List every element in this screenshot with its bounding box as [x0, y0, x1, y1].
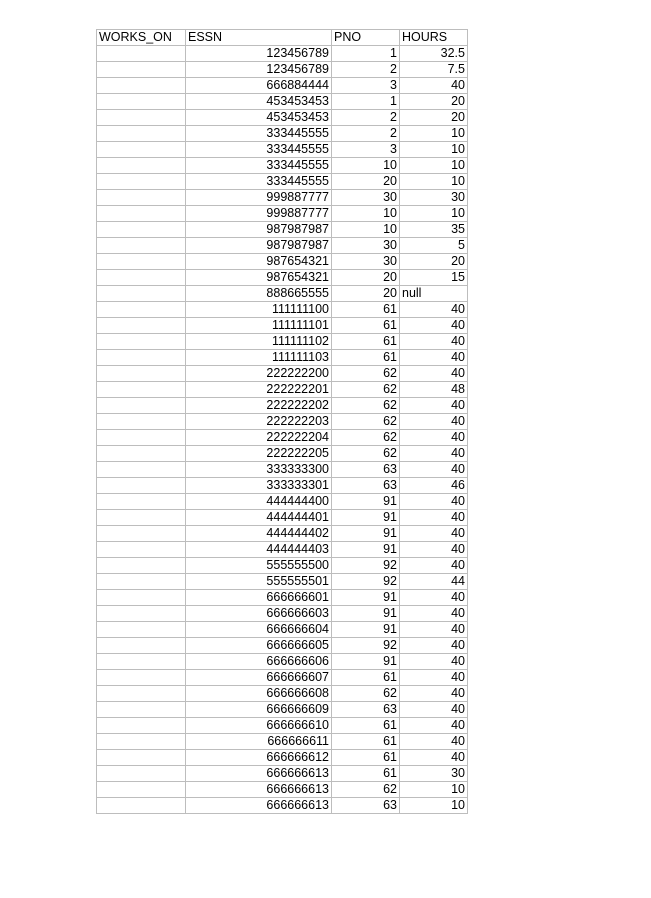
table-row	[97, 558, 468, 574]
cell-hours[interactable]: 40	[400, 638, 468, 654]
cell-hours[interactable]: 35	[400, 222, 468, 238]
cell-hours[interactable]: 40	[400, 670, 468, 686]
cell-works-on[interactable]	[97, 222, 186, 238]
table-row	[97, 350, 468, 366]
cell-essn[interactable]: 333445555	[186, 142, 332, 158]
cell-hours[interactable]: 40	[400, 510, 468, 526]
cell-works-on[interactable]	[97, 206, 186, 222]
cell-hours[interactable]: 46	[400, 478, 468, 494]
cell-works-on[interactable]	[97, 718, 186, 734]
cell-pno[interactable]: 62	[332, 398, 400, 414]
cell-works-on[interactable]	[97, 430, 186, 446]
cell-hours[interactable]: 48	[400, 382, 468, 398]
cell-works-on[interactable]	[97, 366, 186, 382]
cell-pno[interactable]: 91	[332, 542, 400, 558]
table-row	[97, 270, 468, 286]
header-row	[97, 30, 468, 46]
table-row	[97, 654, 468, 670]
table-row	[97, 222, 468, 238]
table-row	[97, 46, 468, 62]
cell-pno[interactable]: 30	[332, 254, 400, 270]
cell-pno[interactable]: 62	[332, 782, 400, 798]
cell-hours[interactable]: 40	[400, 398, 468, 414]
cell-pno[interactable]: 62	[332, 366, 400, 382]
table-row	[97, 542, 468, 558]
cell-essn[interactable]: 222222201	[186, 382, 332, 398]
cell-hours[interactable]: 40	[400, 702, 468, 718]
table-row	[97, 446, 468, 462]
cell-hours[interactable]: 40	[400, 302, 468, 318]
cell-works-on[interactable]	[97, 158, 186, 174]
cell-works-on[interactable]	[97, 318, 186, 334]
cell-pno[interactable]: 1	[332, 46, 400, 62]
table-row	[97, 670, 468, 686]
table-row	[97, 174, 468, 190]
table-row	[97, 206, 468, 222]
table-row	[97, 702, 468, 718]
cell-essn[interactable]: 987654321	[186, 254, 332, 270]
cell-works-on[interactable]	[97, 494, 186, 510]
cell-hours[interactable]: 32.5	[400, 46, 468, 62]
cell-hours[interactable]: 10	[400, 158, 468, 174]
cell-works-on[interactable]	[97, 78, 186, 94]
cell-hours[interactable]: 40	[400, 606, 468, 622]
table-row	[97, 526, 468, 542]
table-row	[97, 190, 468, 206]
cell-pno[interactable]: 91	[332, 494, 400, 510]
cell-works-on[interactable]	[97, 750, 186, 766]
cell-essn[interactable]: 987987987	[186, 222, 332, 238]
cell-pno[interactable]: 10	[332, 158, 400, 174]
cell-essn[interactable]: 444444400	[186, 494, 332, 510]
cell-works-on[interactable]	[97, 734, 186, 750]
cell-hours[interactable]: 30	[400, 766, 468, 782]
table-row	[97, 62, 468, 78]
cell-pno[interactable]: 91	[332, 526, 400, 542]
table-row	[97, 782, 468, 798]
cell-pno[interactable]: 2	[332, 126, 400, 142]
cell-essn[interactable]: 111111103	[186, 350, 332, 366]
cell-pno[interactable]: 91	[332, 510, 400, 526]
cell-pno[interactable]: 61	[332, 734, 400, 750]
table-row	[97, 142, 468, 158]
cell-essn[interactable]: 666666601	[186, 590, 332, 606]
cell-pno[interactable]: 10	[332, 206, 400, 222]
cell-essn[interactable]: 666666607	[186, 670, 332, 686]
cell-pno[interactable]: 91	[332, 622, 400, 638]
table-row	[97, 430, 468, 446]
cell-hours[interactable]: 40	[400, 446, 468, 462]
cell-pno[interactable]: 2	[332, 110, 400, 126]
cell-essn[interactable]: 666666612	[186, 750, 332, 766]
cell-essn[interactable]: 453453453	[186, 94, 332, 110]
cell-pno[interactable]: 63	[332, 798, 400, 814]
table-row	[97, 126, 468, 142]
cell-pno[interactable]: 61	[332, 766, 400, 782]
cell-essn[interactable]: 333333300	[186, 462, 332, 478]
cell-pno[interactable]: 30	[332, 190, 400, 206]
cell-essn[interactable]: 111111101	[186, 318, 332, 334]
cell-hours[interactable]: 40	[400, 542, 468, 558]
cell-essn[interactable]: 666666610	[186, 718, 332, 734]
header-works-on[interactable]: WORKS_ON	[97, 30, 186, 46]
cell-hours[interactable]: 15	[400, 270, 468, 286]
cell-hours[interactable]: 40	[400, 686, 468, 702]
table-row	[97, 286, 468, 302]
cell-works-on[interactable]	[97, 238, 186, 254]
cell-works-on[interactable]	[97, 446, 186, 462]
cell-hours[interactable]: 40	[400, 622, 468, 638]
cell-works-on[interactable]	[97, 670, 186, 686]
cell-hours[interactable]: 20	[400, 110, 468, 126]
cell-works-on[interactable]	[97, 558, 186, 574]
cell-hours[interactable]: 40	[400, 430, 468, 446]
cell-pno[interactable]: 92	[332, 574, 400, 590]
cell-pno[interactable]: 61	[332, 670, 400, 686]
cell-essn[interactable]: 123456789	[186, 62, 332, 78]
table-row	[97, 254, 468, 270]
cell-works-on[interactable]	[97, 542, 186, 558]
cell-works-on[interactable]	[97, 590, 186, 606]
table-row	[97, 750, 468, 766]
table-row	[97, 318, 468, 334]
cell-works-on[interactable]	[97, 462, 186, 478]
cell-works-on[interactable]	[97, 286, 186, 302]
cell-works-on[interactable]	[97, 638, 186, 654]
cell-essn[interactable]: 666666611	[186, 734, 332, 750]
header-pno[interactable]: PNO	[332, 30, 400, 46]
cell-pno[interactable]: 62	[332, 382, 400, 398]
cell-pno[interactable]: 91	[332, 654, 400, 670]
cell-pno[interactable]: 62	[332, 446, 400, 462]
cell-works-on[interactable]	[97, 190, 186, 206]
cell-pno[interactable]: 2	[332, 62, 400, 78]
table-row	[97, 478, 468, 494]
cell-works-on[interactable]	[97, 686, 186, 702]
cell-hours[interactable]: 40	[400, 78, 468, 94]
table-row	[97, 366, 468, 382]
cell-essn[interactable]: 444444403	[186, 542, 332, 558]
cell-hours[interactable]: 40	[400, 718, 468, 734]
cell-works-on[interactable]	[97, 478, 186, 494]
table-row	[97, 766, 468, 782]
cell-essn[interactable]: 123456789	[186, 46, 332, 62]
cell-essn[interactable]: 666666603	[186, 606, 332, 622]
cell-hours[interactable]: 40	[400, 526, 468, 542]
table-row	[97, 94, 468, 110]
cell-essn[interactable]: 444444402	[186, 526, 332, 542]
cell-hours[interactable]: 40	[400, 750, 468, 766]
table-row	[97, 590, 468, 606]
table-row	[97, 110, 468, 126]
cell-pno[interactable]: 62	[332, 686, 400, 702]
cell-essn[interactable]: 555555501	[186, 574, 332, 590]
works-on-table	[96, 29, 468, 814]
cell-hours[interactable]: 10	[400, 798, 468, 814]
cell-works-on[interactable]	[97, 142, 186, 158]
table-row	[97, 334, 468, 350]
cell-essn[interactable]: 666666604	[186, 622, 332, 638]
table-row	[97, 718, 468, 734]
cell-hours[interactable]: 40	[400, 350, 468, 366]
cell-essn[interactable]: 888665555	[186, 286, 332, 302]
cell-works-on[interactable]	[97, 414, 186, 430]
cell-pno[interactable]: 63	[332, 702, 400, 718]
table-row	[97, 622, 468, 638]
table-row	[97, 302, 468, 318]
table-row	[97, 238, 468, 254]
cell-hours[interactable]: 10	[400, 174, 468, 190]
cell-essn[interactable]: 999887777	[186, 190, 332, 206]
table-row	[97, 382, 468, 398]
cell-works-on[interactable]	[97, 510, 186, 526]
cell-works-on[interactable]	[97, 622, 186, 638]
cell-hours[interactable]: 40	[400, 462, 468, 478]
table-row	[97, 462, 468, 478]
cell-works-on[interactable]	[97, 302, 186, 318]
table-row	[97, 414, 468, 430]
cell-essn[interactable]: 666666609	[186, 702, 332, 718]
cell-pno[interactable]: 92	[332, 558, 400, 574]
cell-pno[interactable]: 30	[332, 238, 400, 254]
cell-works-on[interactable]	[97, 126, 186, 142]
table-row	[97, 78, 468, 94]
header-essn[interactable]: ESSN	[186, 30, 332, 46]
table-row	[97, 798, 468, 814]
cell-works-on[interactable]	[97, 782, 186, 798]
cell-essn[interactable]: 222222202	[186, 398, 332, 414]
table-row	[97, 398, 468, 414]
cell-pno[interactable]: 10	[332, 222, 400, 238]
cell-essn[interactable]: 666666606	[186, 654, 332, 670]
cell-hours[interactable]: 20	[400, 254, 468, 270]
cell-works-on[interactable]	[97, 766, 186, 782]
cell-pno[interactable]: 1	[332, 94, 400, 110]
cell-hours[interactable]: 5	[400, 238, 468, 254]
table-row	[97, 574, 468, 590]
cell-essn[interactable]: 666666613	[186, 782, 332, 798]
cell-pno[interactable]: 61	[332, 350, 400, 366]
cell-hours[interactable]: 10	[400, 142, 468, 158]
cell-essn[interactable]: 666666613	[186, 798, 332, 814]
cell-essn[interactable]: 666666608	[186, 686, 332, 702]
table-body	[97, 46, 468, 814]
cell-essn[interactable]: 555555500	[186, 558, 332, 574]
cell-works-on[interactable]	[97, 270, 186, 286]
cell-essn[interactable]: 222222203	[186, 414, 332, 430]
cell-works-on[interactable]	[97, 94, 186, 110]
cell-pno[interactable]: 92	[332, 638, 400, 654]
cell-hours[interactable]: null	[400, 286, 468, 302]
cell-works-on[interactable]	[97, 654, 186, 670]
cell-essn[interactable]: 111111100	[186, 302, 332, 318]
cell-essn[interactable]: 222222205	[186, 446, 332, 462]
cell-essn[interactable]: 333333301	[186, 478, 332, 494]
cell-hours[interactable]: 40	[400, 318, 468, 334]
cell-pno[interactable]: 62	[332, 414, 400, 430]
cell-pno[interactable]: 3	[332, 142, 400, 158]
cell-pno[interactable]: 63	[332, 478, 400, 494]
cell-hours[interactable]: 10	[400, 126, 468, 142]
cell-hours[interactable]: 40	[400, 366, 468, 382]
cell-hours[interactable]: 20	[400, 94, 468, 110]
cell-pno[interactable]: 63	[332, 462, 400, 478]
cell-essn[interactable]: 987987987	[186, 238, 332, 254]
cell-hours[interactable]: 30	[400, 190, 468, 206]
table-row	[97, 734, 468, 750]
cell-works-on[interactable]	[97, 254, 186, 270]
cell-essn[interactable]: 222222204	[186, 430, 332, 446]
cell-essn[interactable]: 987654321	[186, 270, 332, 286]
table-header	[97, 30, 468, 46]
table-row	[97, 158, 468, 174]
cell-essn[interactable]: 111111102	[186, 334, 332, 350]
cell-pno[interactable]: 61	[332, 334, 400, 350]
cell-hours[interactable]: 40	[400, 654, 468, 670]
table-row	[97, 638, 468, 654]
cell-works-on[interactable]	[97, 46, 186, 62]
cell-pno[interactable]: 61	[332, 318, 400, 334]
cell-essn[interactable]: 333445555	[186, 126, 332, 142]
cell-essn[interactable]: 333445555	[186, 174, 332, 190]
cell-essn[interactable]: 666666613	[186, 766, 332, 782]
cell-works-on[interactable]	[97, 62, 186, 78]
table-row	[97, 494, 468, 510]
cell-pno[interactable]: 61	[332, 718, 400, 734]
cell-works-on[interactable]	[97, 574, 186, 590]
cell-works-on[interactable]	[97, 398, 186, 414]
cell-essn[interactable]: 453453453	[186, 110, 332, 126]
cell-hours[interactable]: 40	[400, 734, 468, 750]
cell-pno[interactable]: 20	[332, 270, 400, 286]
cell-works-on[interactable]	[97, 798, 186, 814]
cell-pno[interactable]: 91	[332, 590, 400, 606]
cell-hours[interactable]: 40	[400, 494, 468, 510]
cell-essn[interactable]: 333445555	[186, 158, 332, 174]
cell-pno[interactable]: 20	[332, 286, 400, 302]
table-row	[97, 510, 468, 526]
cell-pno[interactable]: 61	[332, 302, 400, 318]
cell-works-on[interactable]	[97, 702, 186, 718]
cell-works-on[interactable]	[97, 606, 186, 622]
cell-works-on[interactable]	[97, 350, 186, 366]
cell-works-on[interactable]	[97, 174, 186, 190]
cell-pno[interactable]: 62	[332, 430, 400, 446]
cell-hours[interactable]: 44	[400, 574, 468, 590]
cell-essn[interactable]: 666666605	[186, 638, 332, 654]
cell-hours[interactable]: 40	[400, 334, 468, 350]
cell-hours[interactable]: 7.5	[400, 62, 468, 78]
cell-hours[interactable]: 10	[400, 782, 468, 798]
cell-pno[interactable]: 3	[332, 78, 400, 94]
table-row	[97, 686, 468, 702]
cell-pno[interactable]: 91	[332, 606, 400, 622]
cell-works-on[interactable]	[97, 110, 186, 126]
cell-essn[interactable]: 666884444	[186, 78, 332, 94]
cell-works-on[interactable]	[97, 382, 186, 398]
cell-pno[interactable]: 20	[332, 174, 400, 190]
cell-hours[interactable]: 10	[400, 206, 468, 222]
cell-essn[interactable]: 222222200	[186, 366, 332, 382]
cell-hours[interactable]: 40	[400, 414, 468, 430]
cell-essn[interactable]: 444444401	[186, 510, 332, 526]
table-row	[97, 606, 468, 622]
cell-works-on[interactable]	[97, 526, 186, 542]
cell-essn[interactable]: 999887777	[186, 206, 332, 222]
cell-works-on[interactable]	[97, 334, 186, 350]
cell-hours[interactable]: 40	[400, 590, 468, 606]
cell-pno[interactable]: 61	[332, 750, 400, 766]
header-hours[interactable]: HOURS	[400, 30, 468, 46]
cell-hours[interactable]: 40	[400, 558, 468, 574]
